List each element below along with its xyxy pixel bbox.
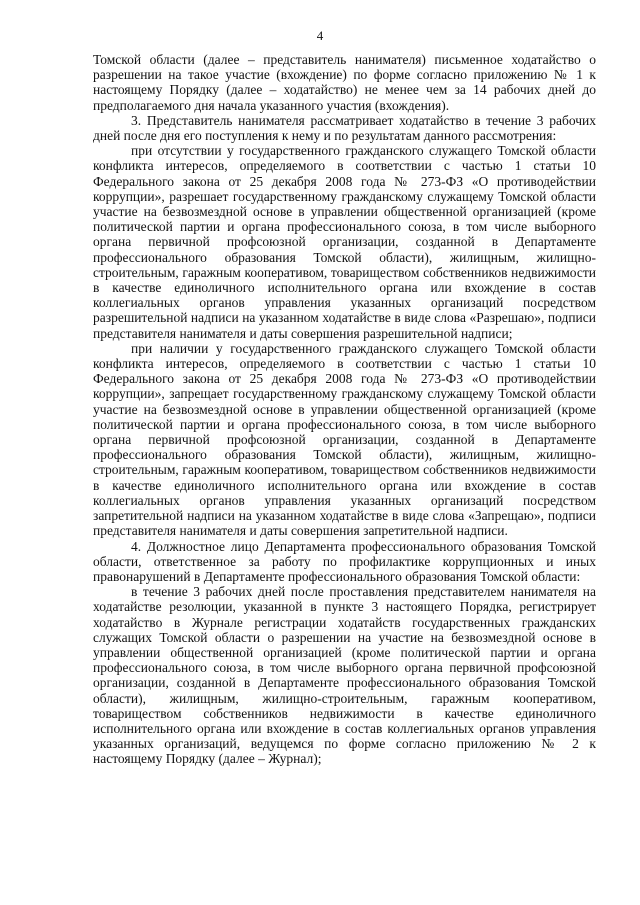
document-body <box>93 52 596 767</box>
paragraph-registration: в течение 3 рабочих дней после проставления представителем нанимателя на ходатайстве резолюции, указанной в пункте 3 настоящего Порядка, регистрирует ходатайство в Журнале регистрации ходатайств государственных гражданских служащих Томской области о разрешении на участие на безвозмездной основе в управлении общественной организацией (кроме политической партии и органа профессионального союза, в том числе выборного органа первичной профсоюзной организации, созданной в Департаменте профессионального образования Томской области), жилищным, жилищно-строительным, гаражным кооперативом, товариществом собственников недвижимости в качестве единоличного исполнительного органа или вхождение в состав коллегиальных органов управления указанных организаций, ведущемся по форме согласно приложению № 2 к настоящему Порядку (далее – Журнал); <box>93 584 596 767</box>
paragraph-permit-case: при отсутствии у государственного гражданского служащего Томской области конфликта интересов, определяемого в соответствии с частью 1 статьи 10 Федерального закона от 25 декабря 2008 года № 273-ФЗ «О противодействии коррупции», разрешает государственному гражданскому служащему Томской области участие на безвозмездной основе в управлении общественной организацией (кроме политической партии и органа профессионального союза, в том числе выборного органа первичной профсоюзной организации, созданной в Департаменте профессионального образования Томской области), жилищным, жилищно-строительным, гаражным кооперативом, товариществом собственников недвижимости в качестве единоличного исполнительного органа или вхождение в состав коллегиальных органов управления указанных организаций посредством разрешительной надписи на указанном ходатайстве в виде слова «Разрешаю», подписи представителя нанимателя и даты совершения разрешительной надписи; <box>93 143 596 341</box>
paragraph-item-3: 3. Представитель нанимателя рассматривает ходатайство в течение 3 рабочих дней после дня его поступления к нему и по результатам данного рассмотрения: <box>93 112 596 144</box>
paragraph-prohibit-case: при наличии у государственного гражданского служащего Томской области конфликта интересов, определяемого в соответствии с частью 1 статьи 10 Федерального закона от 25 декабря 2008 года № 273-ФЗ «О противодействии коррупции», запрещает государственному гражданскому служащему Томской области участие на безвозмездной основе в управлении общественной организацией (кроме политической партии и органа профессионального союза, в том числе выборного органа первичной профсоюзной организации, созданной в Департаменте профессионального образования Томской области), жилищным, жилищно-строительным, гаражным кооперативом, товариществом собственников недвижимости в качестве единоличного исполнительного органа или вхождение в состав коллегиальных органов управления указанных организаций посредством запретительной надписи на указанном ходатайстве в виде слова «Запрещаю», подписи представителя нанимателя и даты совершения запретительной надписи. <box>93 340 596 539</box>
paragraph-item-4: 4. Должностное лицо Департамента профессионального образования Томской области, ответственное за работу по профилактике коррупционных и иных правонарушений в Департаменте профессионального образования Томской области: <box>93 538 596 584</box>
paragraph-continuation: Томской области (далее – представитель нанимателя) письменное ходатайство о разрешении на такое участие (вхождение) по форме согласно приложению № 1 к настоящему Порядку (далее – ходатайство) не менее чем за 14 рабочих дней до предполагаемого дня начала указанного участия (вхождения). <box>93 52 596 113</box>
page-number: 4 <box>316 28 324 43</box>
